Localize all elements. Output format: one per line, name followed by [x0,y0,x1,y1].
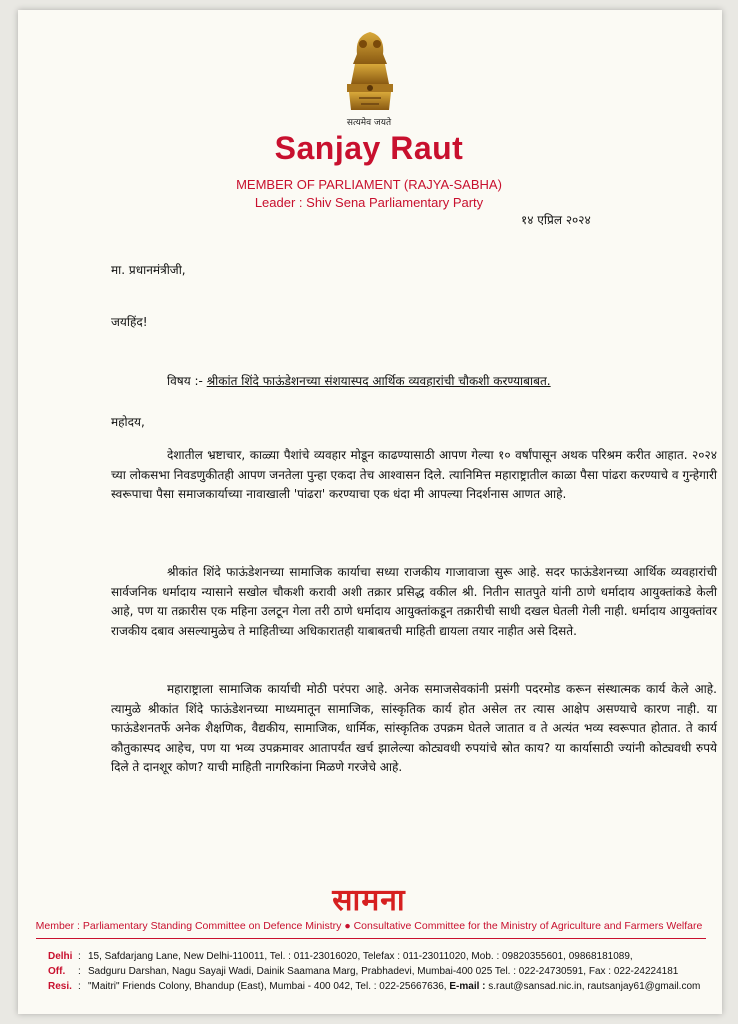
committee-membership: Member : Parliamentary Standing Committee on Defence Ministry ● Consultative Committee for the Ministry of Agriculture and Farmers Welfare [35,920,703,932]
sender-designation: MEMBER OF PARLIAMENT (RAJYA-SABHA) [236,177,502,192]
body-paragraph-3: महाराष्ट्राला सामाजिक कार्याची मोठी परंपरा आहे. अनेक समाजसेवकांनी प्रसंगी पदरमोड करून संस्थात्मक कार्य केले आहे. त्यामुळे श्रीकांत शिंदे फाऊंडेशनच्या माध्यमातून सामाजिक, सांस्कृतिक कार्य होत असेल तर त्यास आक्षेप असण्याचे कारण नाही. या फाऊंडेशनतर्फे अनेक शैक्षणिक, वैद्यकीय, सामाजिक, धार्मिक, सांस्कृतिक उपक्रम घेतले जातात व ते अत्यंत भव्य स्वरूपात होतात. ते कार्य कौतुकास्पद आहेच, पण या भव्य उपक्रमावर आतापर्यंत खर्च झालेल्या कोट्यवधी रुपयांचे स्रोत काय? या कार्यासाठी ज्यांनी कोट्यवधी रुपये दिले ते दानशूर कोण? याची माहिती नागरिकांना मिळणे गरजेचे आहे. [111,682,717,775]
salutation: मा. प्रधानमंत्रीजी, [111,263,186,277]
address-label: Off. [48,966,66,977]
footer-divider [36,938,706,939]
address-term: महोदय, [111,415,145,429]
address-label: Delhi [48,951,73,962]
samna-logo: सामना [332,883,406,918]
subject-line [167,372,551,389]
sender-party-role: Leader : Shiv Sena Parliamentary Party [254,195,484,210]
email-label: E-mail : [449,981,486,992]
body-paragraph-2: श्रीकांत शिंदे फाऊंडेशनच्या सामाजिक कार्याचा सध्या राजकीय गाजावाजा सुरू आहे. सदर फाऊंडेशनच्या आर्थिक व्यवहारांची सार्वजनिक धर्मादाय न्यासाने सखोल चौकशी करावी अशी तक्रार प्रसिद्ध वकील श्री. नितीन सातपुते यांनी ठाणे धर्मादाय आयुक्तांकडे केली आहे, पण या तक्रारीस एक महिना उलटून गेला तरी ठाणे धर्मादाय आयुक्तांकडून तक्रारीची साधी दखल घेतली गेली नाही. धर्मादाय आयुक्तांवर राजकीय दबाव असल्यामुळेच ते माहितीच्या अधिकारातही याबाबतची माहिती द्यायला तयार नाहीत असे दिसते. [111,565,717,638]
greeting: जयहिंद! [111,315,148,329]
sender-name: Sanjay Raut [274,130,464,166]
address-delhi: Delhi : 15, Safdarjang Lane, New Delhi-110011, Tel. : 011-23016020, Telefax : 011-23011020, Mob. : 09820355601, 09868181089, [48,951,633,962]
subject-text: श्रीकांत शिंदे फाऊंडेशनच्या संशयास्पद आर्थिक व्यवहारांची चौकशी करण्याबाबत. [206,374,551,388]
body-paragraph-1: देशातील भ्रष्टाचार, काळ्या पैशांचे व्यवहार मोडून काढण्यासाठी आपण गेल्या १० वर्षांपासून अथक परिश्रम करीत आहात. २०२४ च्या लोकसभा निवडणुकीतही आपण जनतेला पुन्हा एकदा तेच आश्वासन दिले. त्यानिमित्त महाराष्ट्रातील काळा पैसा पांढरा करण्याचे व गुन्हेगारी स्वरूपाचा पैसा समाजकार्याच्या नावाखाली 'पांढरा' करण्याचा एक धंदा मी आपल्या निदर्शनास आणत आहे. [111,448,717,502]
address-text: "Maitri" Friends Colony, Bhandup (East), Mumbai - 400 042, Tel. : 022-25667636, [88,981,450,992]
address-residence: Resi. : "Maitri" Friends Colony, Bhandup (East), Mumbai - 400 042, Tel. : 022-25667636, E-mail : s.raut@sansad.nic.in, rautsanjay61@gmail.com [48,981,701,992]
address-label: Resi. [48,981,72,992]
address-text: 15, Safdarjang Lane, New Delhi-110011, Tel. : 011-23016020, Telefax : 011-23011020, Mob. : 09820355601, 09868181089, [88,951,633,962]
letter-date: १४ एप्रिल २०२४ [521,213,591,227]
address-text: Sadguru Darshan, Nagu Sayaji Wadi, Dainik Saamana Marg, Prabhadevi, Mumbai-400 025 Tel. : 022-24730591, Fax : 022-24224181 [88,966,679,977]
address-office: Off. : Sadguru Darshan, Nagu Sayaji Wadi, Dainik Saamana Marg, Prabhadevi, Mumbai-400 025 Tel. : 022-24730591, Fax : 022-24224181 [48,966,679,977]
email-addresses: s.raut@sansad.nic.in, rautsanjay61@gmail.com [485,981,701,992]
motto-text: सत्यमेव जयते [346,118,392,128]
ashoka-emblem-icon [335,24,405,116]
subject-label: विषय :- [167,374,207,388]
